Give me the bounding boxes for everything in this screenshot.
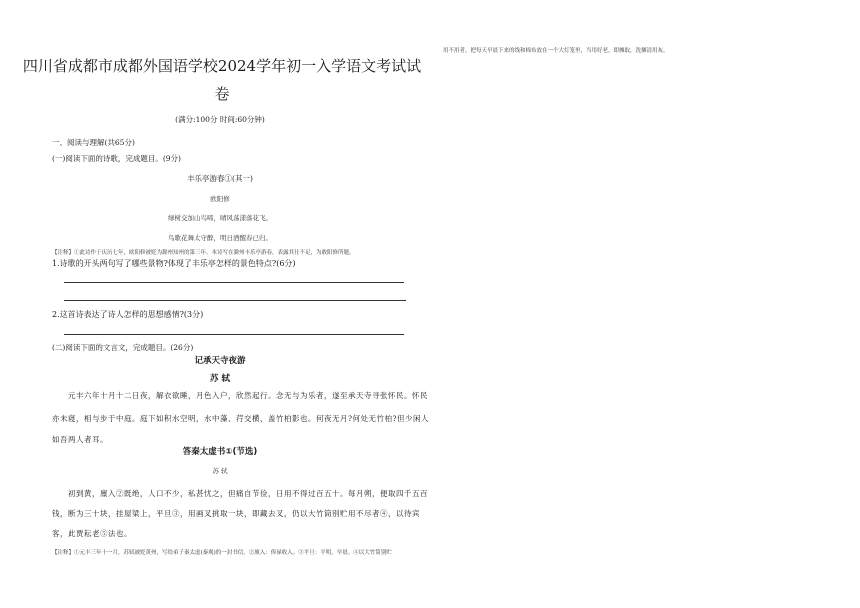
header-note: 用不用者，把每天早晨下来的线和棉布放在一个大灯笼里，当用好老，即摊取，洗捆清用灰。	[443, 48, 669, 54]
text2-author: 苏 轼	[212, 467, 228, 475]
question-1: 1.诗歌的开头两句写了哪些景物?体现了丰乐亭怎样的景色特点?(6分)	[52, 259, 296, 268]
part1-instruction: (一)阅读下面的诗歌，完成题目。(9分)	[52, 154, 181, 163]
score-time: (满分:100分 时间:60分钟)	[175, 115, 265, 124]
text2-title: 答秦太虚书①(节选)	[182, 447, 258, 457]
text1-title: 记承天寺夜游	[194, 356, 246, 366]
poem-line-1: 绿树交加山鸟啼，晴风荡漾落花飞。	[168, 214, 272, 222]
answer-line	[64, 334, 404, 335]
text2-annotation: 【注释】①元丰三年十一月，苏轼被贬黄州，写给弟子秦太虚(秦观)的一封书信。②廪入：俸禄收入。③平旦：平明，早晨。④以大竹筒别贮	[52, 550, 392, 556]
poem-author: 欧阳修	[210, 195, 230, 203]
poem-title: 丰乐亭游春①(其一)	[187, 174, 253, 183]
question-2: 2.这首诗表达了诗人怎样的思想感情?(3分)	[52, 310, 204, 319]
text1-paragraph-line: 亦未寝，相与步于中庭。庭下如积水空明，水中藻、荇交横，盖竹柏影也。何夜无月?何处无竹柏?但少闲人	[52, 414, 430, 423]
page-title: 四川省成都市成都外国语学校2024学年初一入学语文考试试卷	[22, 57, 422, 103]
text2-paragraph-line: 客，此贾耘老⑤法也。	[52, 529, 132, 538]
text2-paragraph-line: 钱，断为三十块，挂屋梁上，平旦③，用画叉挑取一块，即藏去叉，仍以大竹筒别贮用不尽者④，以待宾	[52, 509, 420, 518]
section-heading: 一、阅读与理解(共65分)	[52, 138, 135, 147]
part2-instruction: (二)阅读下面的文言文，完成题目。(26分)	[52, 343, 194, 352]
text1-author: 苏 轼	[210, 374, 230, 384]
poem-line-2: 鸟歌花舞太守醉，明日酒醒春已归。	[168, 234, 272, 242]
answer-line	[64, 300, 406, 301]
text1-paragraph-line: 元丰六年十月十二日夜，解衣欲睡，月色入户，欣然起行。念无与为乐者，遂至承天寺寻张怀民。怀民	[68, 391, 428, 400]
poem-annotation: 【注释】①此诗作于庆历七年，欧阳修被贬为滁州知州的第三年。本诗写在滁州丰乐亭游春，表露其仕不足，为敢阳修所题。	[52, 250, 355, 256]
answer-line	[64, 282, 404, 283]
text1-paragraph-line: 如吾两人者耳。	[52, 435, 108, 444]
text2-paragraph-line: 初到黄，廪入②既绝，人口不少，私甚忧之，但痛自节俭，日用不得过百五十。每月朔，便取四千五百	[68, 489, 428, 498]
